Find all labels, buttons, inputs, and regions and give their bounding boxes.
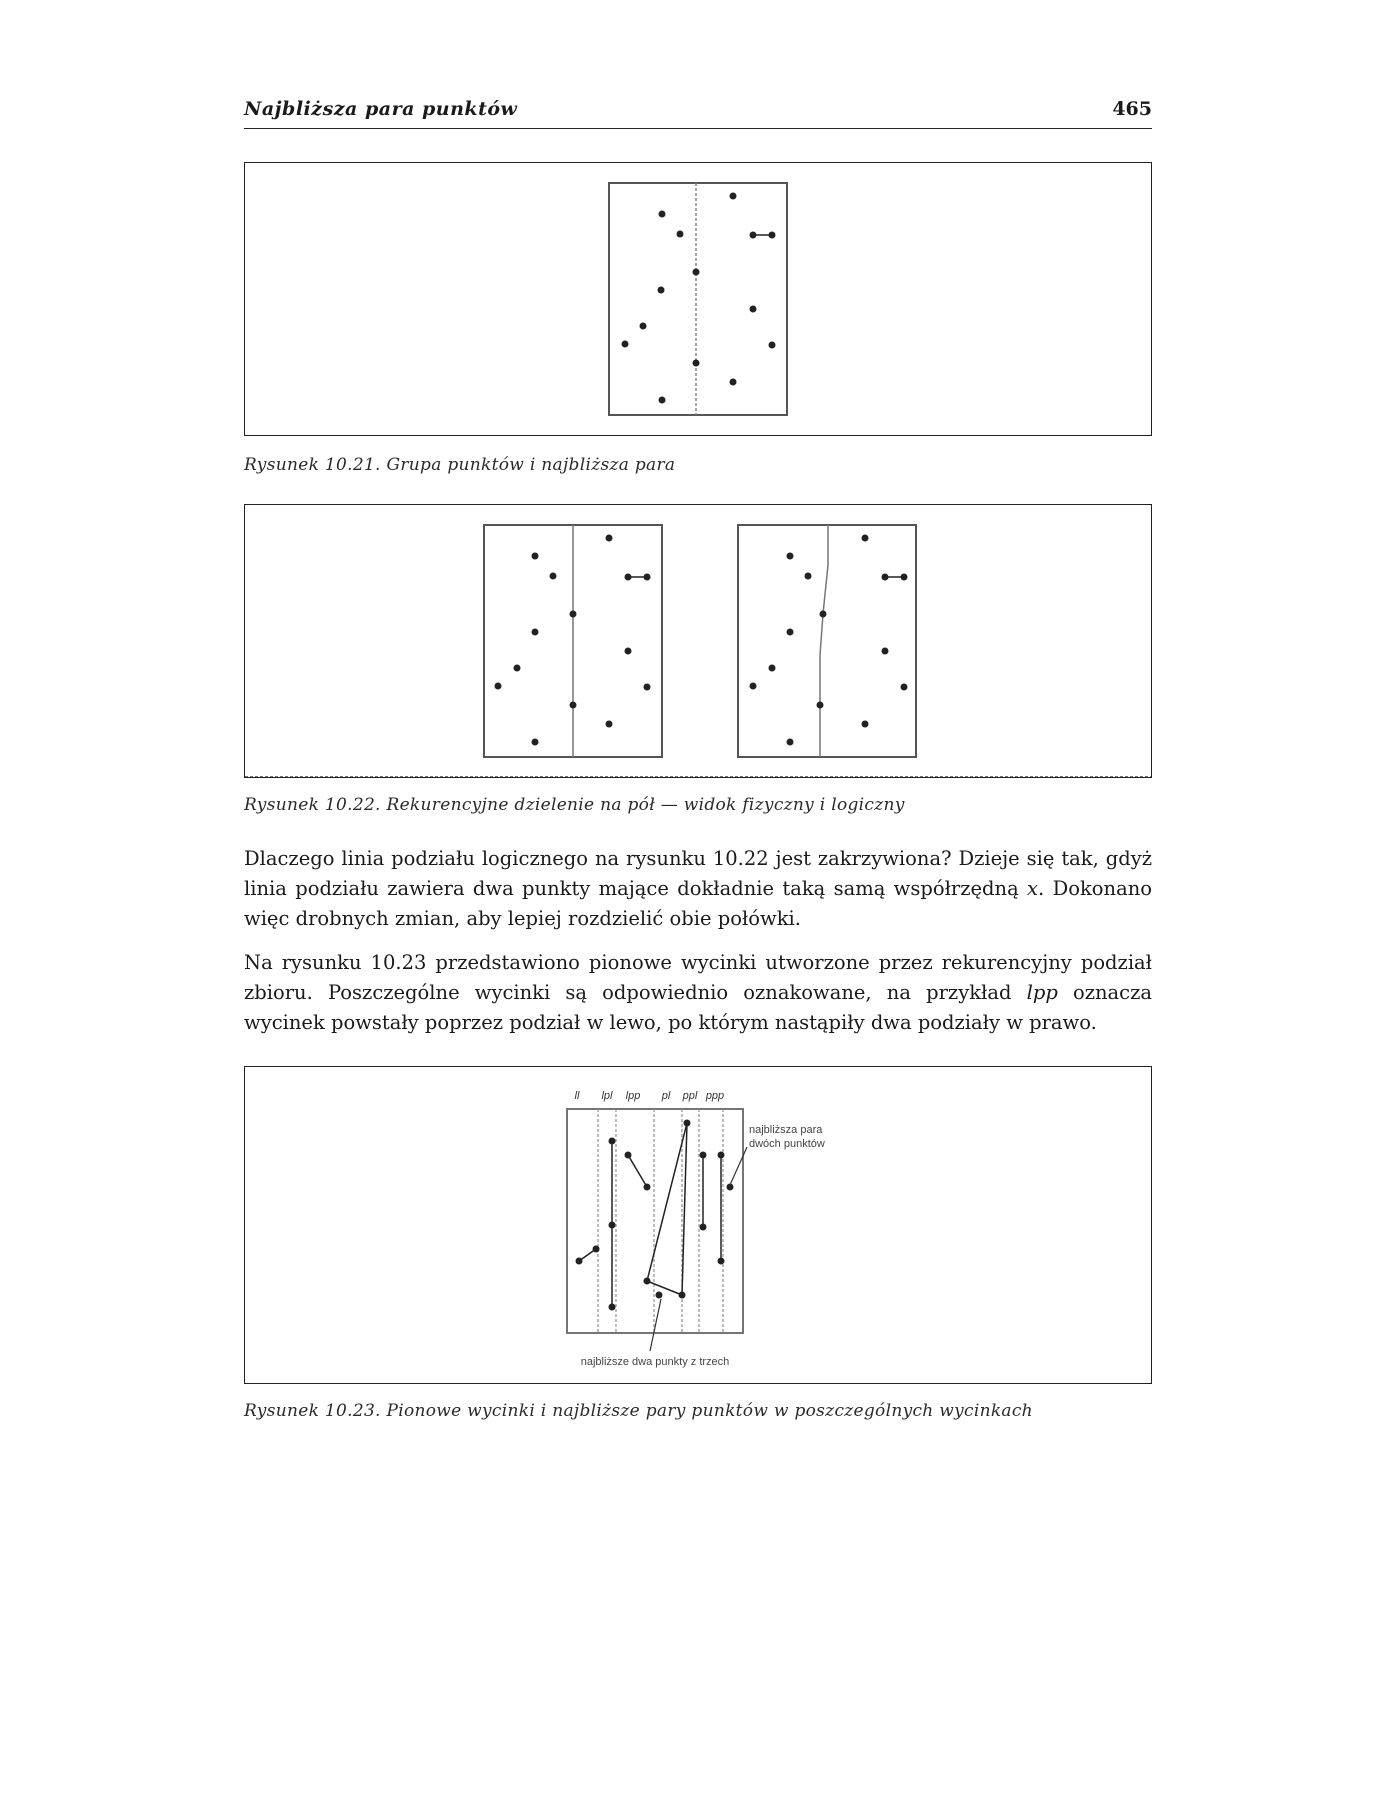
running-head — [244, 98, 1152, 129]
slice-label: lpl — [601, 1090, 613, 1102]
annotation-pair-line2: dwóch punktów — [749, 1138, 825, 1150]
figure-10-21-drawing — [245, 163, 1151, 435]
slice-label: pl — [661, 1090, 671, 1102]
running-title: Najbliższa para punktów — [244, 98, 518, 120]
figure-10-23 — [244, 1066, 1152, 1384]
body-paragraph — [244, 948, 1152, 1038]
slice-label: ppp — [705, 1090, 725, 1102]
slice-labels — [575, 1090, 725, 1102]
figure-10-23-drawing — [245, 1067, 1151, 1383]
annotation-pair-line1: najbliższa para — [749, 1124, 823, 1136]
figure-10-22-drawing — [245, 505, 1151, 777]
annotation-three: najbliższe dwa punkty z trzech — [580, 1356, 730, 1368]
figure-caption: Rysunek 10.23. Pionowe wycinki i najbliższe pary punktów w poszczególnych wycinkach — [244, 1401, 1033, 1421]
figure-caption: Rysunek 10.22. Rekurencyjne dzielenie na pół — widok fizyczny i logiczny — [244, 795, 905, 815]
paragraph-text: Dlaczego linia podziału logicznego na rysunku 10.22 jest zakrzywiona? Dzieje się tak, gdyż linia podziału zawiera dwa punkty mające dokładnie taką samą współrzędną — [244, 847, 1152, 900]
paragraph-text: Na rysunku 10.23 przedstawiono pionowe wycinki utworzone przez rekurencyjny podział zbioru. Poszczególne wycinki są odpowiednio oznakowane, na przykład — [244, 951, 1152, 1004]
slice-label: lpp — [625, 1090, 641, 1102]
page-number: 465 — [1112, 98, 1152, 120]
figure-10-21 — [244, 162, 1152, 436]
body-paragraph — [244, 844, 1152, 934]
logical-view — [738, 525, 916, 757]
figure-caption: Rysunek 10.21. Grupa punktów i najbliższa para — [244, 455, 676, 475]
point-set-box — [609, 183, 787, 415]
inline-variable: x — [1027, 877, 1039, 900]
point-set-box — [567, 1109, 743, 1333]
figure-10-22 — [244, 504, 1152, 778]
paragraph-text: oznacza wycinek powstały poprzez podział w lewo, po którym nastąpiły dwa podziały w prawo. — [244, 981, 1153, 1034]
inline-variable: lpp — [1026, 981, 1058, 1004]
points — [622, 193, 776, 404]
slice-label: ll — [574, 1090, 580, 1102]
physical-view — [484, 525, 662, 757]
paragraph-text: . Dokonano więc drobnych zmian, aby lepiej rozdzielić obie połówki. — [244, 877, 1152, 930]
slice-label: ppl — [682, 1090, 698, 1102]
